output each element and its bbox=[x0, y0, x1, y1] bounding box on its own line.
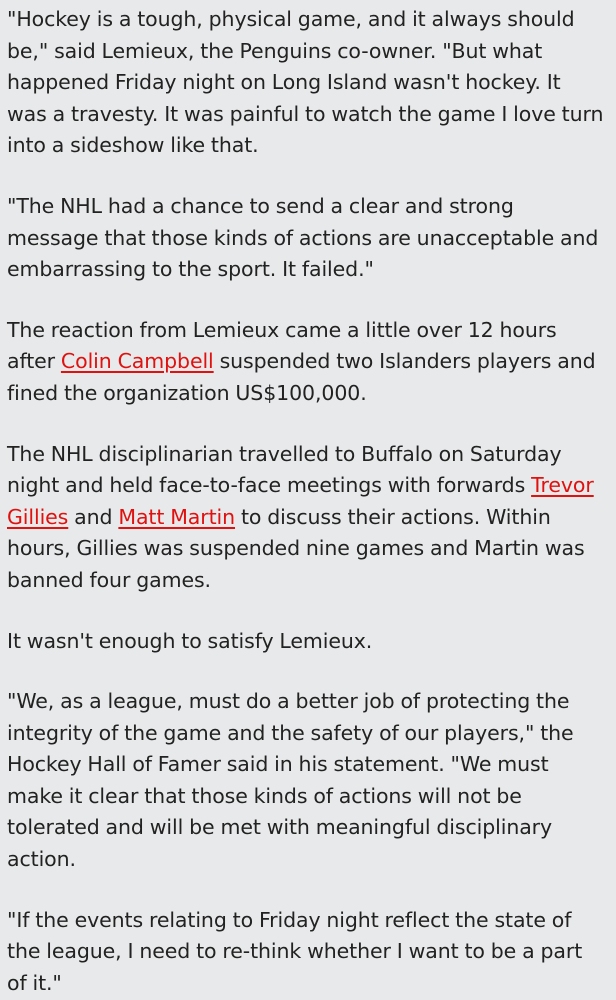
paragraph-text: suspended two Islanders players and fined the organization US$100,000. bbox=[7, 349, 596, 405]
paragraph-text: "If the events relating to Friday night reflect the state of the league, I need to re-think whether I want to be a part of it." bbox=[7, 907, 583, 995]
paragraph-text: It wasn't enough to satisfy Lemieux. bbox=[7, 628, 373, 653]
link-colin-campbell[interactable]: Colin Campbell bbox=[60, 349, 214, 374]
link-trevor-gillies[interactable]: Trevor Gillies bbox=[7, 473, 594, 529]
paragraph-text: The reaction from Lemieux came a little over 12 hours after bbox=[7, 317, 557, 374]
paragraph-not-enough bbox=[7, 626, 606, 658]
paragraph-text: "We, as a league, must do a better job of protecting the integrity of the game and the safety of our players," the Hockey Hall of Famer said in his statement. "We must make it clear that those kinds of actions will not be tolerated and will be met with meaningful disciplinary action. bbox=[7, 689, 574, 872]
paragraph-text: The NHL disciplinarian travelled to Buffalo on Saturday night and held face-to-face meetings with forwards bbox=[7, 441, 562, 498]
paragraph-rethink-quote bbox=[7, 905, 606, 1000]
paragraph-league-statement bbox=[7, 686, 606, 876]
paragraph-text: "The NHL had a chance to send a clear and strong message that those kinds of actions are unacceptable and embarrassing to the sport. It failed." bbox=[7, 193, 599, 282]
paragraph-disciplinarian bbox=[7, 439, 606, 597]
paragraph-text: to discuss their actions. Within hours, Gillies was suspended nine games and Martin was banned four games. bbox=[7, 504, 585, 592]
paragraph-text: and bbox=[68, 504, 119, 529]
paragraph-reaction bbox=[7, 315, 606, 410]
link-matt-martin[interactable]: Matt Martin bbox=[118, 504, 236, 529]
paragraph-lemieux-quote bbox=[7, 4, 606, 162]
paragraph-text: "Hockey is a tough, physical game, and it always should be," said Lemieux, the Penguins co-owner. "But what happened Friday night on Long Island wasn't hockey. It was a travesty. It was painful to watch the game I love turn into a sideshow like that. bbox=[7, 7, 604, 158]
paragraph-nhl-failed-quote bbox=[7, 191, 606, 286]
